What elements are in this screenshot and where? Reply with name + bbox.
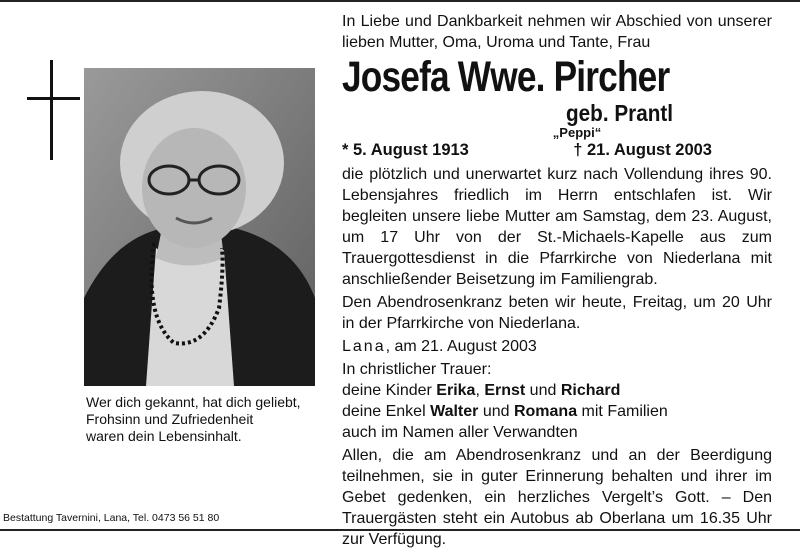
maiden-name: geb. Prantl [566,100,673,126]
relatives-line: auch im Namen aller Verwandten [342,424,578,441]
grandchild-name: Walter [430,403,479,420]
rosary-details: Den Abendrosenkranz beten wir heute, Freitag, um 20 Uhr in der Pfarrkirche von Niederlana. [342,294,772,332]
motto-line: Frohsinn und Zufriedenheit [86,411,254,427]
thanks-text: Allen, die am Abendrosenkranz und an der Beerdigung teilnehmen, sie in guter Erinnerung behalten und ihrer im Gebet gedenken, ein herzliches Vergelt’s Gott. – Den Trauergästen steht ein Autobus ab Oberlana um 16.35 Uhr zur Verfügung. [342,447,772,548]
child-name: Richard [560,382,621,399]
funeral-home-credit: Bestattung Tavernini, Lana, Tel. 0473 56 51 80 [3,512,220,524]
grandchildren-suffix: mit Familien [577,403,668,420]
death-date: † 21. August 2003 [573,141,712,159]
birth-date: * 5. August 1913 [342,141,469,159]
child-name: Erika [436,382,476,399]
grandchild-name: Romana [513,403,578,420]
nickname: „Peppi“ [552,125,602,140]
intro-text: In Liebe und Dankbarkeit nehmen wir Abschied von unserer lieben Mutter, Oma, Uroma und Tante, Frau [342,13,772,51]
portrait-photo [84,68,315,386]
child-name: Ernst [484,382,526,399]
mourning-heading: In christlicher Trauer: [342,361,492,378]
notice-text [342,11,772,550]
memorial-motto [86,394,326,445]
children-prefix: deine Kinder [342,382,437,399]
children-line [342,380,772,401]
separator: und [525,382,561,399]
cross-icon-bar [27,97,80,100]
grandchildren-line [342,401,772,422]
cross-icon [50,60,53,160]
separator: , [475,382,485,399]
deceased-name: Josefa Wwe. Pircher [342,53,670,101]
motto-line: Wer dich gekannt, hat dich geliebt, [86,394,301,410]
life-dates [342,140,772,160]
notice-date: , am 21. August 2003 [385,338,537,355]
grandchildren-prefix: deine Enkel [342,403,431,420]
separator: und [478,403,514,420]
motto-line: waren dein Lebensinhalt. [86,428,242,444]
place-date [342,336,772,357]
place-name: Lana [342,338,386,355]
funeral-details: die plötzlich und unerwartet kurz nach Vollendung ihres 90. Lebensjahres friedlich im Herrn entschlafen ist. Wir begleiten unsere liebe Mutter am Samstag, dem 23. August, um 17 Uhr von der St.-Michaels-Kapelle aus zum Trauergottesdienst in die Pfarrkirche von Niederlana mit anschließender Beisetzung im Familiengrab. [342,166,772,288]
